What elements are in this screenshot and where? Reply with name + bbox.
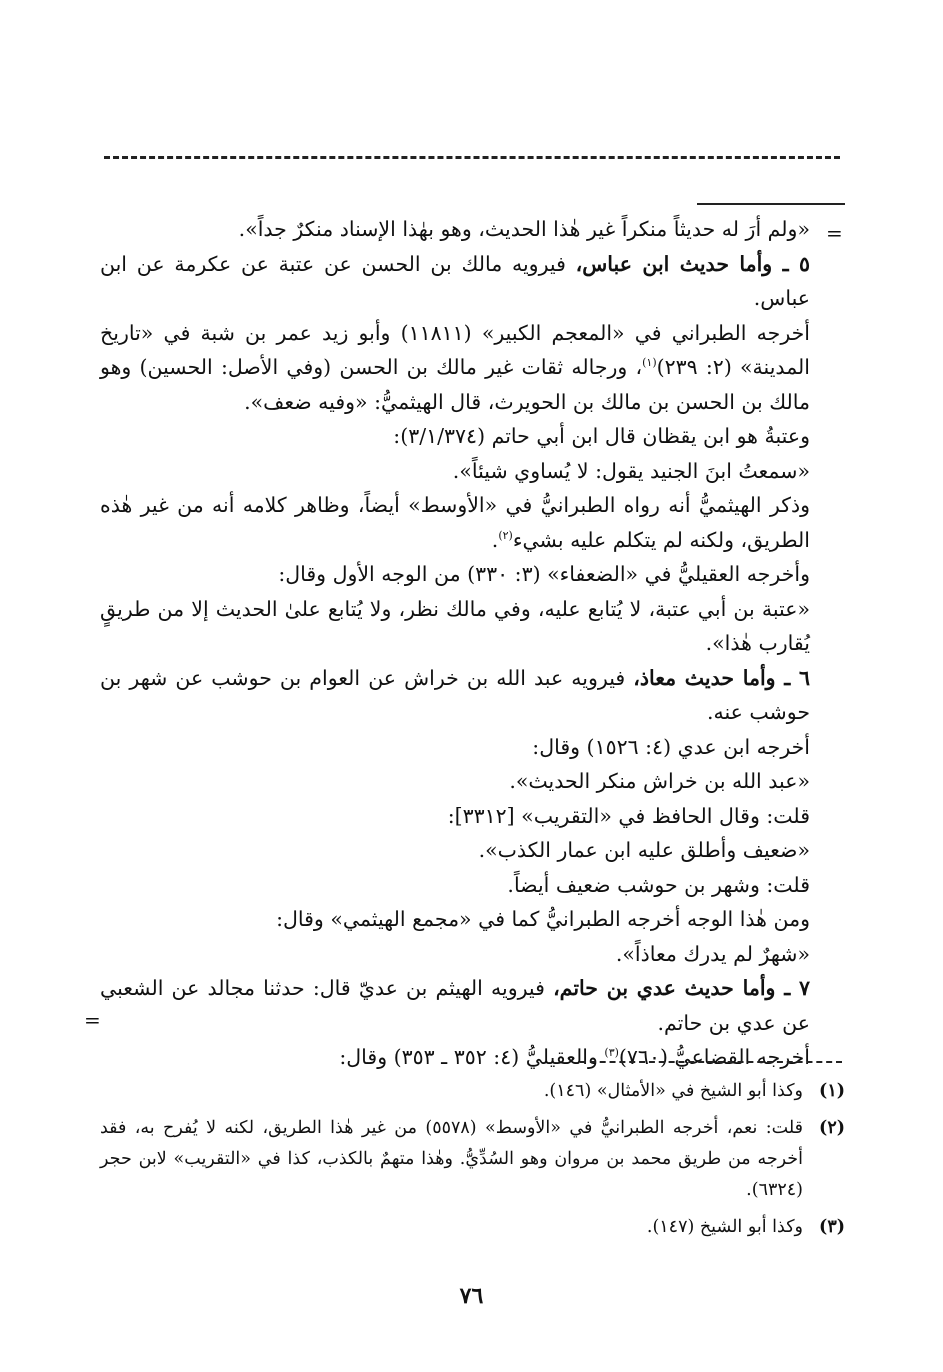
text-paragraph: أخرجه ابن عدي (٤: ١٥٢٦) وقال: (532, 734, 810, 759)
section-7-heading: ٧ ـ وأما حديث عدي بن حاتم، فيرويه الهيثم بن عديّ قال: حدثنا مجالد عن الشعبي عن عدي بن حاتم. (100, 976, 810, 1035)
continuation-rule (697, 203, 845, 205)
text-paragraph: أخرجه الطبراني في «المعجم الكبير» (١١٨١١) وأبو زيد عمر بن شبة في «تاريخ المدينة» (٢: ٢٣٩)$^{(١)}$، ورجاله ثقات غير مالك بن الحسن (وفي الأصل: الحسين) وهو مالك بن الحسن بن مالك بن الحويرث، قال الهيثميُّ: «وفيه ضعف». (100, 320, 810, 414)
footnote-number: (٣) (819, 1217, 845, 1237)
text-paragraph: قلت: وقال الحافظ في «التقريب» [٣٣١٢]: (447, 803, 810, 828)
footnote-item (100, 1076, 845, 1107)
footnote-text: وكذا أبو الشيخ في «الأمثال» (١٤٦). (543, 1081, 803, 1101)
footnote-number: (١) (819, 1081, 845, 1101)
text-paragraph: وذكر الهيثميُّ أنه رواه الطبرانيُّ في «الأوسط» أيضاً، وظاهر كلامه أنه من غير هٰذه الطريق، ولكنه لم يتكلم عليه بشيء$^{(٢)}$. (100, 493, 810, 552)
footnote-ref: (٢) (498, 528, 513, 542)
footnote-ref: (٣) (604, 1046, 619, 1060)
text-paragraph: وعتبةُ هو ابن يقظان قال ابن أبي حاتم (٣/١/٣٧٤): (393, 424, 810, 448)
top-dashed-rule (104, 156, 840, 159)
section-6-heading: ٦ ـ وأما حديث معاذ، فيرويه عبد الله بن خراش عن العوام بن حوشب عن شهر بن حوشب عنه. (100, 665, 810, 724)
quote-paragraph: «عبد الله بن خراش منكر الحديث». (509, 769, 810, 793)
text-paragraph: ومن هٰذا الوجه أخرجه الطبرانيُّ كما في «مجمع الهيثمي» وقال: (276, 907, 810, 931)
text-paragraph: أخرجه القضاعيُّ (٧٦٠)$^{(٣)}$ والعقيليُّ (٤: ٣٥٢ ـ ٣٥٣) وقال: (339, 1045, 810, 1069)
footnote-number: (٢) (819, 1118, 845, 1138)
text-paragraph: قلت: وشهر بن حوشب ضعيف أيضاً. (507, 872, 810, 897)
section-5-heading: ٥ ـ وأما حديث ابن عباس، فيرويه مالك بن الحسن عن عتبة عن عكرمة عن ابن عباس. (100, 251, 810, 310)
footnote-separator (580, 1061, 842, 1063)
footnotes-block (100, 1076, 845, 1249)
footnote-item (100, 1113, 845, 1206)
text-paragraph: «ولم أرَ له حديثاً منكراً غير هٰذا الحديث، وهو بهٰذا الإسناد منكرٌ جداً». (238, 217, 810, 241)
footnote-text: قلت: نعم، أخرجه الطبرانيُّ في «الأوسط» (٥٥٧٨) من غير هٰذا الطريق، لكنه لا يُفرح به، فقد أخرجه من طريق محمد بن مروان وهو السُدِّيُّ. وهٰذا متهمٌ بالكذب، كذا في «التقريب» لابن حجر (٦٣٢٤). (100, 1118, 803, 1200)
continuation-mark-top: = (826, 221, 843, 245)
footnote-text: وكذا أبو الشيخ (١٤٧). (646, 1217, 803, 1237)
quote-paragraph: «شهرٌ لم يدرك معاذاً». (615, 941, 810, 966)
quote-paragraph: «سمعتُ ابنَ الجنيد يقول: لا يُساوي شيئاً». (452, 458, 810, 483)
footnote-ref: (١) (642, 356, 657, 370)
main-text-block (100, 212, 810, 1075)
quote-paragraph: «ضعيف وأطلق عليه ابن عمار الكذب». (478, 838, 810, 862)
footnote-item (100, 1212, 845, 1243)
text-paragraph: وأخرجه العقيليُّ في «الضعفاء» (٣: ٣٣٠) من الوجه الأول وقال: (278, 562, 810, 586)
continuation-mark-bottom: = (84, 1008, 101, 1032)
quote-paragraph: «عتبة بن أبي عتبة، لا يُتابع عليه، وفي مالك نظر، ولا يُتابع علىٰ الحديث إلا من طريقٍ يُقارب هٰذا». (100, 596, 810, 655)
page-number: ٧٦ (459, 1283, 484, 1309)
